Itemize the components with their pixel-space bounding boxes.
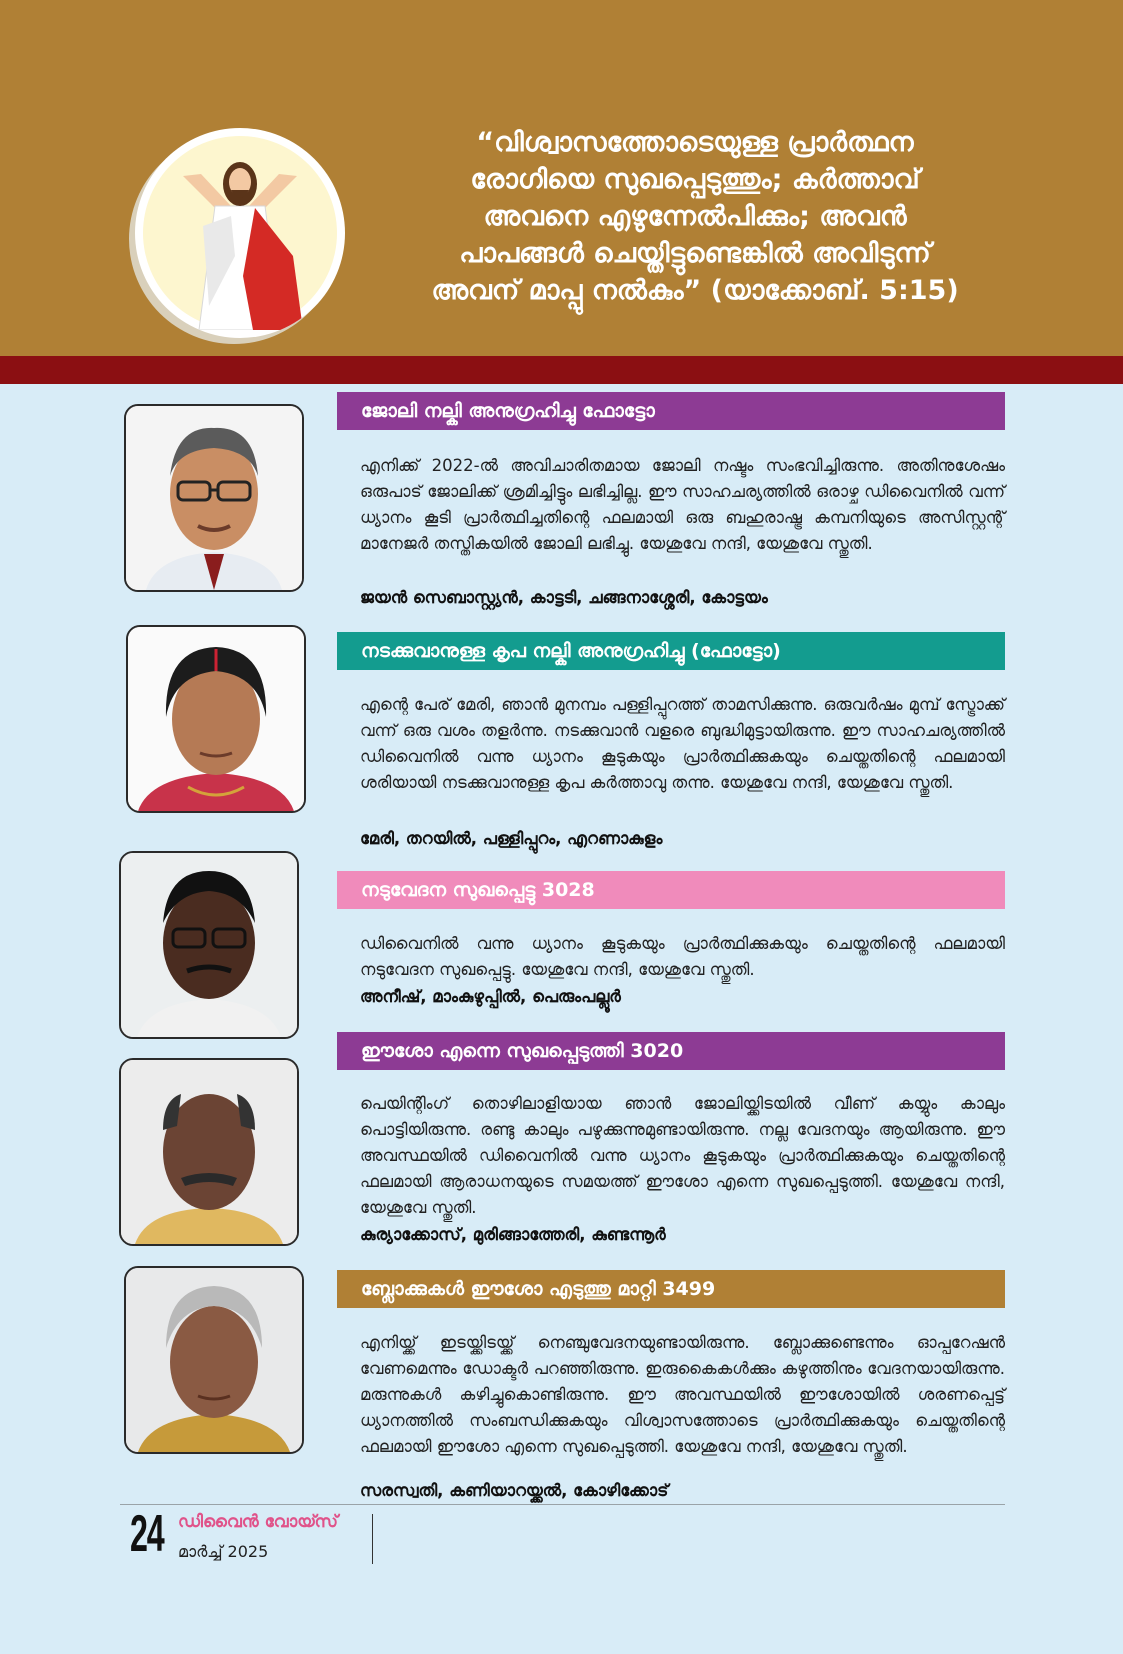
page-number: 24 — [130, 1505, 164, 1563]
quote-line: രോഗിയെ സുഖപ്പെടുത്തും; കർത്താവ് — [470, 164, 920, 195]
story-title-text: നടുവേദന സുഖപ്പെട്ടു 3028 — [361, 879, 595, 901]
story-byline-2: മേരി, തറയിൽ, പള്ളിപ്പുറം, എറണാകുളം — [360, 829, 663, 848]
story-title-text: ബ്ലോക്കുകൾ ഈശോ എടുത്തു മാറ്റി 3499 — [361, 1278, 716, 1300]
bible-quote — [370, 124, 1020, 309]
quote-line: പാപങ്ങൾ ചെയ്തിട്ടുണ്ടെങ്കിൽ അവിടുന്ന് — [459, 238, 931, 269]
magazine-name: ഡിവൈൻ വോയ്സ് — [178, 1512, 338, 1532]
quote-line: അവനെ എഴുന്നേൽപിക്കും; അവൻ — [483, 201, 907, 232]
story-byline-4: കുര്യാക്കോസ്, മുരിങ്ങാത്തേരി, കുണ്ടന്നൂർ — [360, 1225, 666, 1244]
story-body-1: എനിക്ക് 2022-ൽ അവിചാരിതമായ ജോലി നഷ്ടം സംഭവിച്ചിരുന്നു. അതിനുശേഷം ഒരുപാട് ജോലിക്ക് ശ്രമിച്ചിട്ടും ലഭിച്ചില്ല. ഈ സാഹചര്യത്തിൽ ഒരാഴ്ച ഡിവൈനിൽ വന്ന് ധ്യാനം കൂടി പ്രാർത്ഥിച്ചതിന്റെ ഫലമായി ഒരു ബഹുരാഷ്ട്ര കമ്പനിയുടെ അസിസ്റ്റന്റ് മാനേജർ തസ്തികയിൽ ജോലി ലഭിച്ചു. യേശുവേ നന്ദി, യേശുവേ സ്തുതി. — [360, 456, 1005, 553]
story-body-3: ഡിവൈനിൽ വന്നു ധ്യാനം കൂടുകയും പ്രാർത്ഥിക്കുകയും ചെയ്തതിന്റെ ഫലമായി നടുവേദന സുഖപ്പെട്ടു. യേശുവേ നന്ദി, യേശുവേ സ്തുതി. — [360, 934, 1005, 979]
story-title-4 — [337, 1032, 1005, 1070]
story-body-2: എന്റെ പേര് മേരി, ഞാൻ മുനമ്പം പള്ളിപ്പുറത്ത് താമസിക്കുന്നു. ഒരുവർഷം മുമ്പ് സ്ട്രോക്ക് വന്ന് ഒരു വശം തളർന്നു. നടക്കുവാൻ വളരെ ബുദ്ധിമുട്ടായിരുന്നു. ഈ സാഹചര്യത്തിൽ ഡിവൈനിൽ വന്നു ധ്യാനം കൂടുകയും പ്രാർത്ഥിക്കുകയും ചെയ്തതിന്റെ ഫലമായി ശരിയായി നടക്കുവാനുള്ള കൃപ കർത്താവു തന്നു. യേശുവേ നന്ദി, യേശുവേ സ്തുതി. — [360, 695, 1005, 792]
story-title-text: നടക്കുവാനുള്ള കൃപ നല്കി അനുഗ്രഹിച്ചു (ഫോട്ടോ) — [361, 640, 781, 662]
story-title-2 — [337, 632, 1005, 670]
story-body-4: പെയിന്റിംഗ് തൊഴിലാളിയായ ഞാൻ ജോലിയ്ക്കിടയിൽ വീണ് കയ്യും കാലും പൊട്ടിയിരുന്നു. രണ്ടു കാലും പഴുക്കുന്നുമുണ്ടായിരുന്നു. നല്ല വേദനയും ആയിരുന്നു. ഈ അവസ്ഥയിൽ ഡിവൈനിൽ വന്നു ധ്യാനം കൂടുകയും പ്രാർത്ഥിക്കുകയും ചെയ്തതിന്റെ ഫലമായി ആരാധനയുടെ സമയത്ത് ഈശോ എന്നെ സുഖപ്പെടുത്തി. യേശുവേ നന്ദി, യേശുവേ സ്തുതി. — [360, 1094, 1005, 1217]
story-title-1 — [337, 392, 1005, 430]
footer-divider — [120, 1504, 1005, 1505]
story-byline-1: ജയൻ സെബാസ്റ്റ്യൻ, കാട്ടടി, ചങ്ങനാശ്ശേരി, കോട്ടയം — [360, 588, 768, 607]
story-title-text: ജോലി നല്കി അനുഗ്രഹിച്ചു ഫോട്ടോ — [361, 400, 655, 422]
header-band — [0, 356, 1123, 384]
footer-vertical-rule — [372, 1514, 373, 1564]
quote-line: “വിശ്വാസത്തോടെയുള്ള പ്രാർത്ഥന — [476, 127, 914, 158]
jesus-figure-icon — [143, 136, 337, 330]
jesus-medallion — [135, 128, 345, 338]
story-byline-5: സരസ്വതി, കണിയാറയ്ക്കൽ, കോഴിക്കോട് — [360, 1481, 669, 1500]
testimony-photo-1 — [124, 404, 304, 592]
story-title-3 — [337, 871, 1005, 909]
testimony-photo-4 — [119, 1058, 299, 1246]
story-title-text: ഈശോ എന്നെ സുഖപ്പെടുത്തി 3020 — [361, 1040, 684, 1062]
story-title-5 — [337, 1270, 1005, 1308]
testimony-photo-5 — [124, 1266, 304, 1454]
issue-date: മാർച്ച് 2025 — [178, 1542, 269, 1561]
quote-line: അവന് മാപ്പു നൽകും” (യാക്കോബ്. 5:15) — [431, 275, 959, 306]
story-body-5: എനിയ്ക്ക് ഇടയ്ക്കിടയ്ക്ക് നെഞ്ചുവേദനയുണ്ടായിരുന്നു. ബ്ലോക്കുണ്ടെന്നും ഓപ്പറേഷൻ വേണമെന്നും ഡോക്ടർ പറഞ്ഞിരുന്നു. ഇരുകൈകൾക്കും കഴുത്തിനും വേദനയായിരുന്നു. മരുന്നുകൾ കഴിച്ചുകൊണ്ടിരുന്നു. ഈ അവസ്ഥയിൽ ഈശോയിൽ ശരണപ്പെട്ട് ധ്യാനത്തിൽ സംബന്ധിക്കുകയും വിശ്വാസത്തോടെ പ്രാർത്ഥിക്കുകയും ചെയ്തതിന്റെ ഫലമായി ഈശോ എന്നെ സുഖപ്പെടുത്തി. യേശുവേ നന്ദി, യേശുവേ സ്തുതി. — [360, 1333, 1005, 1456]
testimony-photo-3 — [119, 851, 299, 1039]
testimony-photo-2 — [126, 625, 306, 813]
story-byline-3: അനീഷ്, മാംകുഴുപ്പിൽ, പെരുംപല്ലൂർ — [360, 987, 621, 1006]
